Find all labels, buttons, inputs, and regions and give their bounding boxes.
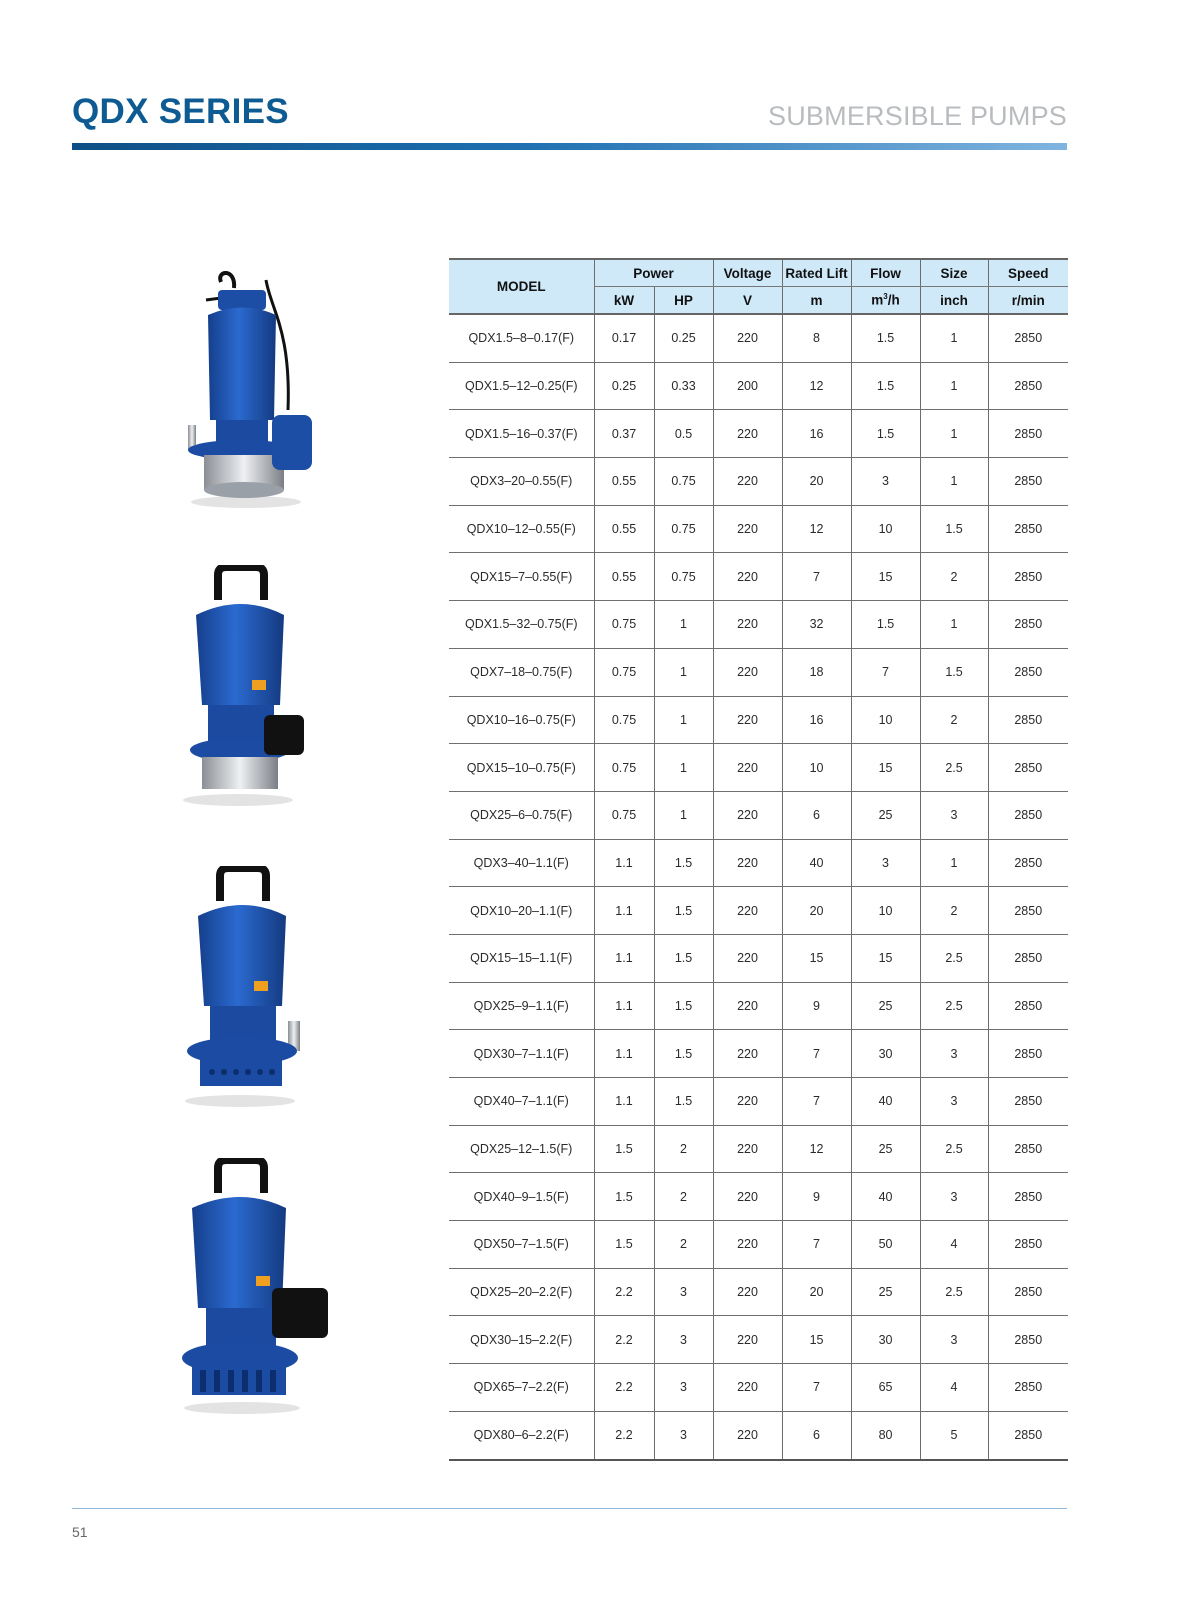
cell-size: 1: [920, 601, 988, 649]
cell-lift: 20: [782, 1268, 851, 1316]
cell-model: QDX10–12–0.55(F): [449, 505, 594, 553]
cell-hp: 0.33: [654, 362, 713, 410]
cell-kw: 1.1: [594, 982, 654, 1030]
cell-flow: 25: [851, 791, 920, 839]
cell-voltage: 220: [713, 1316, 782, 1364]
cell-model: QDX25–6–0.75(F): [449, 791, 594, 839]
cell-hp: 1.5: [654, 887, 713, 935]
header-flow: Flow: [851, 259, 920, 287]
cell-flow: 1.5: [851, 362, 920, 410]
cell-size: 1: [920, 410, 988, 458]
cell-model: QDX10–20–1.1(F): [449, 887, 594, 935]
cell-kw: 0.75: [594, 696, 654, 744]
table-row: [449, 314, 1068, 362]
cell-voltage: 220: [713, 791, 782, 839]
cell-size: 2: [920, 887, 988, 935]
pump-with-float-switch-image: [176, 270, 336, 515]
cell-size: 3: [920, 791, 988, 839]
page-number: 51: [72, 1524, 88, 1540]
cell-speed: 2850: [988, 1364, 1068, 1412]
cell-speed: 2850: [988, 1316, 1068, 1364]
pump-with-handle-large-outlet-image: [176, 1158, 336, 1418]
cell-size: 1: [920, 362, 988, 410]
cell-speed: 2850: [988, 1411, 1068, 1459]
cell-hp: 1: [654, 601, 713, 649]
table-row: [449, 648, 1068, 696]
cell-kw: 0.37: [594, 410, 654, 458]
cell-kw: 1.5: [594, 1173, 654, 1221]
unit-flow-base: m: [871, 292, 884, 308]
cell-voltage: 220: [713, 1268, 782, 1316]
cell-flow: 50: [851, 1221, 920, 1269]
table-row: [449, 696, 1068, 744]
unit-rmin: r/min: [988, 287, 1068, 315]
cell-speed: 2850: [988, 839, 1068, 887]
cell-flow: 10: [851, 505, 920, 553]
cell-kw: 1.5: [594, 1221, 654, 1269]
unit-flow-sup: 3: [883, 292, 888, 302]
cell-kw: 0.55: [594, 458, 654, 506]
cell-hp: 3: [654, 1268, 713, 1316]
cell-hp: 1.5: [654, 934, 713, 982]
cell-lift: 18: [782, 648, 851, 696]
header-speed: Speed: [988, 259, 1068, 287]
cell-kw: 2.2: [594, 1316, 654, 1364]
cell-lift: 12: [782, 1125, 851, 1173]
cell-hp: 2: [654, 1173, 713, 1221]
cell-kw: 0.75: [594, 791, 654, 839]
cell-model: QDX25–12–1.5(F): [449, 1125, 594, 1173]
cell-lift: 20: [782, 458, 851, 506]
cell-voltage: 200: [713, 362, 782, 410]
cell-model: QDX65–7–2.2(F): [449, 1364, 594, 1412]
cell-size: 3: [920, 1173, 988, 1221]
unit-kw: kW: [594, 287, 654, 315]
cell-model: QDX1.5–16–0.37(F): [449, 410, 594, 458]
cell-voltage: 220: [713, 505, 782, 553]
cell-model: QDX10–16–0.75(F): [449, 696, 594, 744]
cell-speed: 2850: [988, 887, 1068, 935]
cell-hp: 3: [654, 1364, 713, 1412]
cell-size: 2: [920, 696, 988, 744]
cell-speed: 2850: [988, 553, 1068, 601]
cell-model: QDX3–20–0.55(F): [449, 458, 594, 506]
cell-lift: 7: [782, 1221, 851, 1269]
cell-flow: 1.5: [851, 410, 920, 458]
cell-lift: 8: [782, 314, 851, 362]
table-row: [449, 791, 1068, 839]
table-row: [449, 839, 1068, 887]
cell-size: 3: [920, 1316, 988, 1364]
table-row: [449, 458, 1068, 506]
cell-voltage: 220: [713, 648, 782, 696]
cell-flow: 30: [851, 1030, 920, 1078]
table-row: [449, 601, 1068, 649]
header-model: MODEL: [449, 259, 594, 314]
footer-rule: [72, 1508, 1067, 1509]
cell-hp: 1.5: [654, 1030, 713, 1078]
table-row: [449, 1030, 1068, 1078]
page-subtitle: SUBMERSIBLE PUMPS: [768, 101, 1067, 131]
cell-kw: 0.75: [594, 648, 654, 696]
unit-flow-tail: /h: [887, 292, 900, 308]
cell-flow: 25: [851, 1268, 920, 1316]
cell-hp: 0.25: [654, 314, 713, 362]
cell-kw: 0.75: [594, 744, 654, 792]
cell-voltage: 220: [713, 1364, 782, 1412]
page-title: QDX SERIES: [72, 92, 289, 131]
cell-hp: 3: [654, 1411, 713, 1459]
cell-size: 3: [920, 1030, 988, 1078]
cell-speed: 2850: [988, 1125, 1068, 1173]
cell-lift: 40: [782, 839, 851, 887]
cell-lift: 7: [782, 553, 851, 601]
cell-size: 2.5: [920, 1268, 988, 1316]
cell-size: 1.5: [920, 648, 988, 696]
cell-kw: 0.17: [594, 314, 654, 362]
cell-lift: 12: [782, 362, 851, 410]
cell-speed: 2850: [988, 1078, 1068, 1126]
cell-size: 5: [920, 1411, 988, 1459]
cell-voltage: 220: [713, 1078, 782, 1126]
cell-kw: 2.2: [594, 1411, 654, 1459]
cell-lift: 7: [782, 1078, 851, 1126]
cell-flow: 15: [851, 553, 920, 601]
cell-model: QDX30–15–2.2(F): [449, 1316, 594, 1364]
unit-hp: HP: [654, 287, 713, 315]
cell-flow: 40: [851, 1173, 920, 1221]
table-row: [449, 1268, 1068, 1316]
cell-flow: 10: [851, 887, 920, 935]
cell-speed: 2850: [988, 982, 1068, 1030]
cell-hp: 3: [654, 1316, 713, 1364]
cell-speed: 2850: [988, 505, 1068, 553]
cell-speed: 2850: [988, 1268, 1068, 1316]
cell-kw: 0.55: [594, 553, 654, 601]
table-row: [449, 1221, 1068, 1269]
cell-lift: 15: [782, 934, 851, 982]
pump-with-handle-outlet-right-image: [176, 565, 321, 810]
cell-flow: 15: [851, 934, 920, 982]
table-row: [449, 887, 1068, 935]
cell-model: QDX30–7–1.1(F): [449, 1030, 594, 1078]
cell-kw: 2.2: [594, 1364, 654, 1412]
header-size: Size: [920, 259, 988, 287]
cell-speed: 2850: [988, 314, 1068, 362]
cell-kw: 1.1: [594, 934, 654, 982]
cell-lift: 16: [782, 696, 851, 744]
cell-speed: 2850: [988, 648, 1068, 696]
cell-speed: 2850: [988, 1221, 1068, 1269]
cell-flow: 3: [851, 458, 920, 506]
cell-kw: 1.1: [594, 887, 654, 935]
cell-flow: 80: [851, 1411, 920, 1459]
cell-kw: 1.1: [594, 839, 654, 887]
cell-voltage: 220: [713, 744, 782, 792]
unit-flow: [851, 287, 920, 315]
cell-flow: 3: [851, 839, 920, 887]
cell-hp: 1.5: [654, 1078, 713, 1126]
cell-speed: 2850: [988, 696, 1068, 744]
cell-hp: 2: [654, 1125, 713, 1173]
cell-size: 2.5: [920, 982, 988, 1030]
cell-flow: 25: [851, 1125, 920, 1173]
cell-flow: 30: [851, 1316, 920, 1364]
cell-kw: 1.5: [594, 1125, 654, 1173]
cell-speed: 2850: [988, 744, 1068, 792]
cell-speed: 2850: [988, 1173, 1068, 1221]
table-row: [449, 1316, 1068, 1364]
cell-flow: 40: [851, 1078, 920, 1126]
cell-flow: 7: [851, 648, 920, 696]
cell-size: 1: [920, 458, 988, 506]
table-header-row: [449, 259, 1068, 287]
cell-voltage: 220: [713, 1030, 782, 1078]
unit-m: m: [782, 287, 851, 315]
cell-voltage: 220: [713, 458, 782, 506]
cell-voltage: 220: [713, 1411, 782, 1459]
cell-kw: 0.75: [594, 601, 654, 649]
cell-lift: 6: [782, 791, 851, 839]
table-row: [449, 505, 1068, 553]
cell-lift: 32: [782, 601, 851, 649]
cell-size: 2: [920, 553, 988, 601]
cell-voltage: 220: [713, 314, 782, 362]
table-row: [449, 1125, 1068, 1173]
cell-lift: 6: [782, 1411, 851, 1459]
cell-voltage: 220: [713, 601, 782, 649]
table-row: [449, 1173, 1068, 1221]
header-rated-lift: Rated Lift: [782, 259, 851, 287]
cell-lift: 10: [782, 744, 851, 792]
header-power: Power: [594, 259, 713, 287]
spec-table: [449, 258, 1068, 1461]
cell-size: 4: [920, 1364, 988, 1412]
cell-lift: 16: [782, 410, 851, 458]
unit-v: V: [713, 287, 782, 315]
cell-size: 1.5: [920, 505, 988, 553]
pump-with-handle-small-outlet-image: [178, 866, 323, 1111]
cell-size: 2.5: [920, 1125, 988, 1173]
cell-lift: 9: [782, 982, 851, 1030]
cell-voltage: 220: [713, 982, 782, 1030]
header-rule: [72, 143, 1067, 150]
cell-model: QDX1.5–8–0.17(F): [449, 314, 594, 362]
cell-speed: 2850: [988, 1030, 1068, 1078]
cell-hp: 1.5: [654, 982, 713, 1030]
spec-table-body: [449, 314, 1068, 1460]
header-voltage: Voltage: [713, 259, 782, 287]
cell-speed: 2850: [988, 362, 1068, 410]
cell-voltage: 220: [713, 839, 782, 887]
cell-kw: 1.1: [594, 1078, 654, 1126]
cell-size: 4: [920, 1221, 988, 1269]
cell-speed: 2850: [988, 934, 1068, 982]
unit-inch: inch: [920, 287, 988, 315]
table-row: [449, 744, 1068, 792]
cell-flow: 1.5: [851, 314, 920, 362]
cell-model: QDX50–7–1.5(F): [449, 1221, 594, 1269]
cell-lift: 7: [782, 1030, 851, 1078]
cell-hp: 1: [654, 791, 713, 839]
cell-voltage: 220: [713, 1221, 782, 1269]
cell-hp: 2: [654, 1221, 713, 1269]
cell-lift: 12: [782, 505, 851, 553]
table-row: [449, 1411, 1068, 1459]
cell-model: QDX15–15–1.1(F): [449, 934, 594, 982]
cell-voltage: 220: [713, 934, 782, 982]
cell-size: 1: [920, 314, 988, 362]
cell-flow: 15: [851, 744, 920, 792]
cell-lift: 9: [782, 1173, 851, 1221]
cell-lift: 15: [782, 1316, 851, 1364]
table-row: [449, 553, 1068, 601]
cell-flow: 65: [851, 1364, 920, 1412]
cell-kw: 2.2: [594, 1268, 654, 1316]
cell-kw: 1.1: [594, 1030, 654, 1078]
cell-speed: 2850: [988, 601, 1068, 649]
table-row: [449, 982, 1068, 1030]
cell-model: QDX1.5–12–0.25(F): [449, 362, 594, 410]
cell-voltage: 220: [713, 553, 782, 601]
cell-voltage: 220: [713, 410, 782, 458]
cell-hp: 0.75: [654, 505, 713, 553]
cell-flow: 10: [851, 696, 920, 744]
cell-model: QDX15–10–0.75(F): [449, 744, 594, 792]
cell-model: QDX25–9–1.1(F): [449, 982, 594, 1030]
cell-voltage: 220: [713, 1173, 782, 1221]
cell-voltage: 220: [713, 696, 782, 744]
cell-kw: 0.25: [594, 362, 654, 410]
table-row: [449, 362, 1068, 410]
cell-hp: 1: [654, 648, 713, 696]
cell-size: 3: [920, 1078, 988, 1126]
cell-model: QDX40–7–1.1(F): [449, 1078, 594, 1126]
cell-hp: 1: [654, 696, 713, 744]
cell-flow: 1.5: [851, 601, 920, 649]
cell-model: QDX7–18–0.75(F): [449, 648, 594, 696]
cell-size: 2.5: [920, 744, 988, 792]
cell-hp: 0.75: [654, 553, 713, 601]
cell-hp: 0.5: [654, 410, 713, 458]
cell-lift: 20: [782, 887, 851, 935]
table-row: [449, 1364, 1068, 1412]
cell-model: QDX3–40–1.1(F): [449, 839, 594, 887]
cell-voltage: 220: [713, 1125, 782, 1173]
cell-model: QDX1.5–32–0.75(F): [449, 601, 594, 649]
cell-model: QDX80–6–2.2(F): [449, 1411, 594, 1459]
cell-flow: 25: [851, 982, 920, 1030]
table-row: [449, 1078, 1068, 1126]
cell-speed: 2850: [988, 791, 1068, 839]
table-row: [449, 934, 1068, 982]
cell-lift: 7: [782, 1364, 851, 1412]
table-row: [449, 410, 1068, 458]
cell-hp: 1: [654, 744, 713, 792]
cell-hp: 1.5: [654, 839, 713, 887]
cell-speed: 2850: [988, 458, 1068, 506]
cell-size: 2.5: [920, 934, 988, 982]
cell-speed: 2850: [988, 410, 1068, 458]
cell-voltage: 220: [713, 887, 782, 935]
cell-model: QDX15–7–0.55(F): [449, 553, 594, 601]
cell-size: 1: [920, 839, 988, 887]
cell-model: QDX25–20–2.2(F): [449, 1268, 594, 1316]
cell-model: QDX40–9–1.5(F): [449, 1173, 594, 1221]
cell-kw: 0.55: [594, 505, 654, 553]
cell-hp: 0.75: [654, 458, 713, 506]
